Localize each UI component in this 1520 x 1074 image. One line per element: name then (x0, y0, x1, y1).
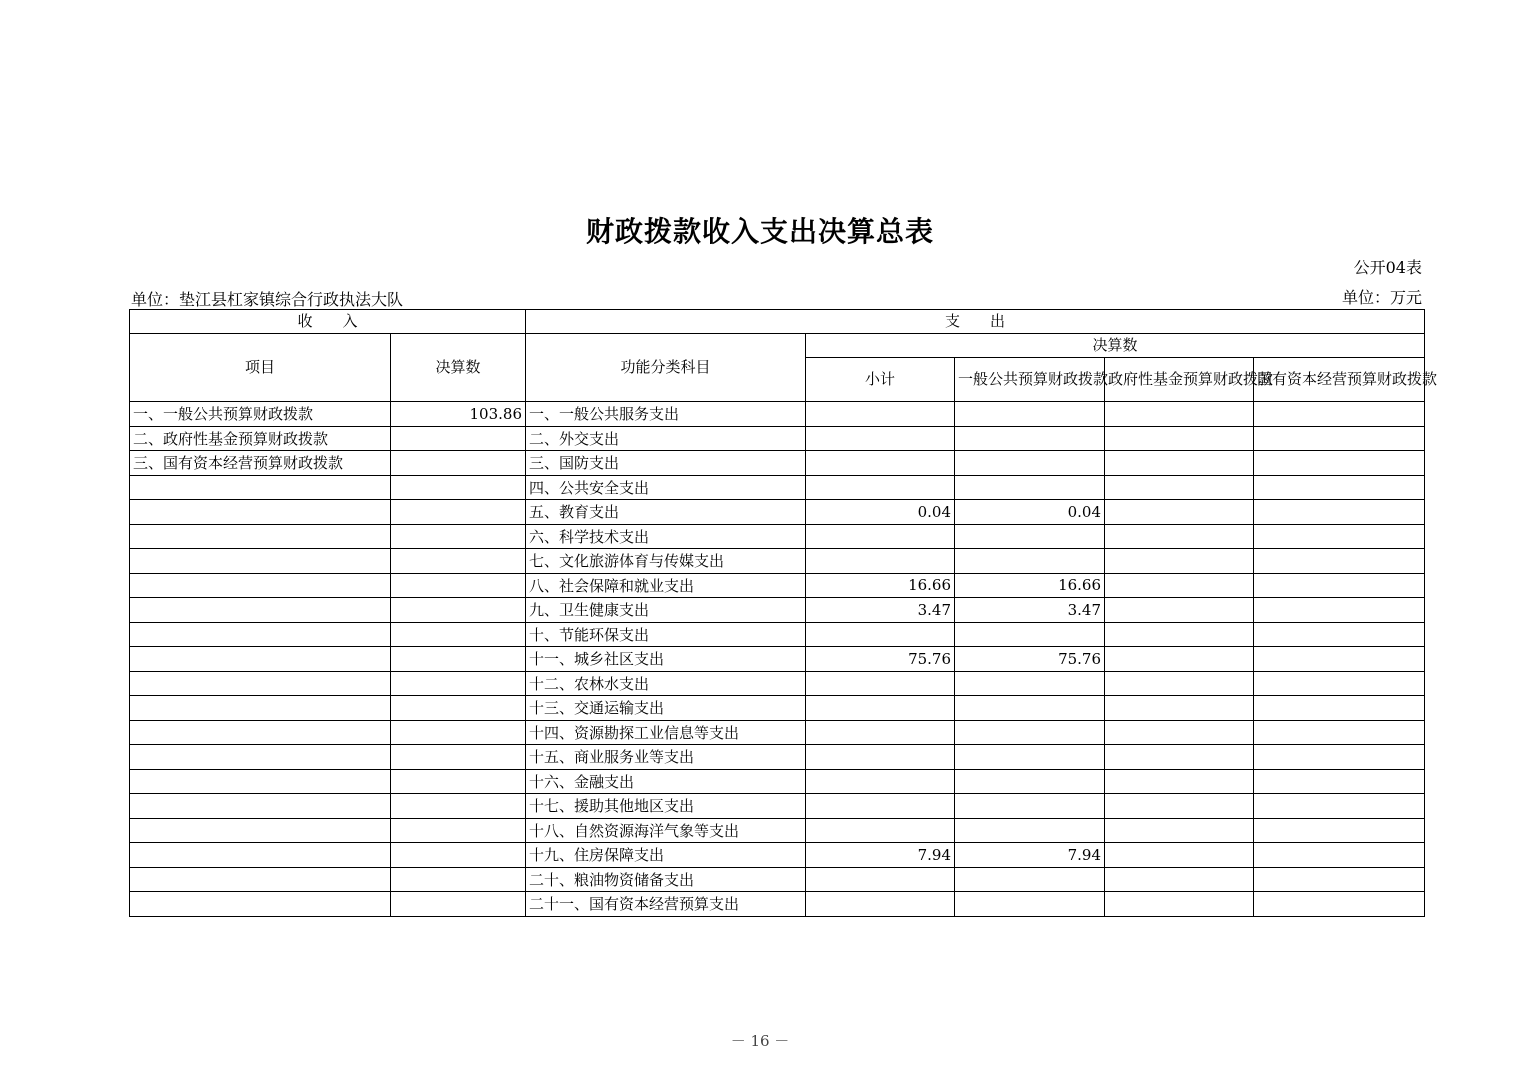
income-item-cell: 一、一般公共预算财政拨款 (130, 402, 391, 427)
table-row (130, 720, 1425, 745)
fund-budget-cell (1105, 573, 1254, 598)
general-budget-cell (955, 549, 1105, 574)
general-budget-cell: 75.76 (955, 647, 1105, 672)
subtotal-cell (806, 426, 955, 451)
category-cell: 十一、城乡社区支出 (526, 647, 806, 672)
subtotal-cell (806, 892, 955, 917)
state-capital-cell (1254, 475, 1425, 500)
fund-budget-cell (1105, 426, 1254, 451)
category-cell: 十、节能环保支出 (526, 622, 806, 647)
category-cell: 十七、援助其他地区支出 (526, 794, 806, 819)
table-row (130, 549, 1425, 574)
income-amount-cell: 103.86 (391, 402, 526, 427)
general-budget-cell (955, 696, 1105, 721)
table-row (130, 426, 1425, 451)
state-capital-cell (1254, 843, 1425, 868)
income-item-cell: 三、国有资本经营预算财政拨款 (130, 451, 391, 476)
category-cell: 十九、住房保障支出 (526, 843, 806, 868)
income-item-cell (130, 769, 391, 794)
general-budget-cell: 7.94 (955, 843, 1105, 868)
fund-budget-cell (1105, 475, 1254, 500)
category-cell: 二、外交支出 (526, 426, 806, 451)
category-cell: 五、教育支出 (526, 500, 806, 525)
general-budget-cell (955, 475, 1105, 500)
table-row (130, 475, 1425, 500)
income-amount-cell (391, 696, 526, 721)
income-item-cell (130, 647, 391, 672)
budget-table (129, 309, 1438, 917)
general-budget-cell (955, 524, 1105, 549)
state-capital-cell (1254, 402, 1425, 427)
fund-budget-cell (1105, 843, 1254, 868)
income-item-cell (130, 573, 391, 598)
category-cell: 十三、交通运输支出 (526, 696, 806, 721)
table-row (130, 647, 1425, 672)
final-group-header: 决算数 (806, 334, 1425, 358)
func-category-header: 功能分类科目 (526, 334, 806, 402)
fund-budget-cell (1105, 622, 1254, 647)
income-amount-cell (391, 426, 526, 451)
table-body (130, 402, 1425, 917)
state-capital-cell (1254, 867, 1425, 892)
subtotal-cell (806, 671, 955, 696)
subtotal-cell (806, 745, 955, 770)
state-capital-cell (1254, 622, 1425, 647)
unit-currency: 单位：万元 (1341, 288, 1422, 307)
table-row (130, 794, 1425, 819)
income-item-cell (130, 696, 391, 721)
fund-budget-cell (1105, 794, 1254, 819)
income-item-cell (130, 867, 391, 892)
state-capital-cell (1254, 671, 1425, 696)
fund-budget-cell (1105, 524, 1254, 549)
category-cell: 八、社会保障和就业支出 (526, 573, 806, 598)
item-header: 项目 (130, 334, 391, 402)
fund-budget-cell (1105, 451, 1254, 476)
state-capital-cell (1254, 794, 1425, 819)
category-cell: 六、科学技术支出 (526, 524, 806, 549)
fund-budget-cell (1105, 892, 1254, 917)
income-amount-cell (391, 647, 526, 672)
fund-budget-cell (1105, 867, 1254, 892)
page-number: － 16 － (730, 1032, 790, 1050)
income-amount-cell (391, 843, 526, 868)
income-amount-cell (391, 794, 526, 819)
general-budget-cell (955, 402, 1105, 427)
income-amount-cell (391, 745, 526, 770)
subtotal-header: 小计 (806, 358, 955, 402)
fund-budget-cell (1105, 598, 1254, 623)
expense-header: 支 出 (526, 310, 1425, 334)
category-cell: 十五、商业服务业等支出 (526, 745, 806, 770)
state-capital-cell (1254, 647, 1425, 672)
subtotal-cell (806, 720, 955, 745)
table-row (130, 892, 1425, 917)
general-budget-cell (955, 426, 1105, 451)
final-amount-header: 决算数 (391, 334, 526, 402)
fund-budget-cell (1105, 818, 1254, 843)
subtotal-cell (806, 622, 955, 647)
table-row (130, 500, 1425, 525)
state-capital-cell (1254, 745, 1425, 770)
general-budget-header: 一般公共预算财政拨款 (955, 358, 1105, 402)
category-cell: 十八、自然资源海洋气象等支出 (526, 818, 806, 843)
income-item-cell (130, 818, 391, 843)
income-amount-cell (391, 475, 526, 500)
income-amount-cell (391, 500, 526, 525)
general-budget-cell (955, 451, 1105, 476)
unit-organization: 单位：垫江县杠家镇综合行政执法大队 (131, 290, 404, 309)
category-cell: 四、公共安全支出 (526, 475, 806, 500)
table-row (130, 622, 1425, 647)
income-item-cell (130, 892, 391, 917)
state-capital-cell (1254, 720, 1425, 745)
general-budget-cell: 0.04 (955, 500, 1105, 525)
income-item-cell (130, 500, 391, 525)
table-row (130, 769, 1425, 794)
subtotal-cell (806, 867, 955, 892)
table-row (130, 451, 1425, 476)
state-capital-cell (1254, 451, 1425, 476)
table-row (130, 867, 1425, 892)
form-number: 公开04表 (1353, 258, 1422, 277)
fund-budget-cell (1105, 402, 1254, 427)
category-cell: 九、卫生健康支出 (526, 598, 806, 623)
subtotal-cell (806, 451, 955, 476)
income-item-cell (130, 794, 391, 819)
general-budget-cell (955, 892, 1105, 917)
table-row (130, 671, 1425, 696)
general-budget-cell (955, 867, 1105, 892)
category-cell: 十四、资源勘探工业信息等支出 (526, 720, 806, 745)
state-capital-cell (1254, 500, 1425, 525)
table-row (130, 598, 1425, 623)
category-cell: 十六、金融支出 (526, 769, 806, 794)
income-amount-cell (391, 720, 526, 745)
subtotal-cell: 3.47 (806, 598, 955, 623)
fund-budget-header: 政府性基金预算财政拨款 (1105, 358, 1254, 402)
table-row (130, 818, 1425, 843)
state-capital-cell (1254, 549, 1425, 574)
income-item-cell: 二、政府性基金预算财政拨款 (130, 426, 391, 451)
table-row (130, 745, 1425, 770)
state-capital-cell (1254, 696, 1425, 721)
income-item-cell (130, 524, 391, 549)
general-budget-cell (955, 769, 1105, 794)
subtotal-cell (806, 524, 955, 549)
subtotal-cell: 75.76 (806, 647, 955, 672)
state-capital-cell (1254, 573, 1425, 598)
fund-budget-cell (1105, 720, 1254, 745)
table-row (130, 696, 1425, 721)
fund-budget-cell (1105, 696, 1254, 721)
fund-budget-cell (1105, 500, 1254, 525)
income-amount-cell (391, 622, 526, 647)
general-budget-cell: 16.66 (955, 573, 1105, 598)
income-item-cell (130, 598, 391, 623)
category-cell: 一、一般公共服务支出 (526, 402, 806, 427)
subtotal-cell (806, 769, 955, 794)
state-capital-header: 国有资本经营预算财政拨款 (1254, 358, 1425, 402)
table-row (130, 843, 1425, 868)
income-item-cell (130, 622, 391, 647)
state-capital-cell (1254, 426, 1425, 451)
general-budget-cell: 3.47 (955, 598, 1105, 623)
income-amount-cell (391, 524, 526, 549)
fund-budget-cell (1105, 769, 1254, 794)
table-row (130, 573, 1425, 598)
category-cell: 三、国防支出 (526, 451, 806, 476)
income-amount-cell (391, 867, 526, 892)
income-item-cell (130, 549, 391, 574)
income-amount-cell (391, 598, 526, 623)
income-item-cell (130, 745, 391, 770)
income-amount-cell (391, 549, 526, 574)
state-capital-cell (1254, 892, 1425, 917)
general-budget-cell (955, 745, 1105, 770)
table-row (130, 402, 1425, 427)
state-capital-cell (1254, 769, 1425, 794)
income-amount-cell (391, 573, 526, 598)
income-item-cell (130, 475, 391, 500)
fund-budget-cell (1105, 647, 1254, 672)
table-row (130, 524, 1425, 549)
subtotal-cell (806, 818, 955, 843)
income-header: 收 入 (130, 310, 526, 334)
income-amount-cell (391, 769, 526, 794)
subtotal-cell (806, 794, 955, 819)
fund-budget-cell (1105, 671, 1254, 696)
general-budget-cell (955, 622, 1105, 647)
category-cell: 二十一、国有资本经营预算支出 (526, 892, 806, 917)
income-item-cell (130, 720, 391, 745)
general-budget-cell (955, 794, 1105, 819)
general-budget-cell (955, 720, 1105, 745)
income-amount-cell (391, 671, 526, 696)
general-budget-cell (955, 818, 1105, 843)
subtotal-cell: 16.66 (806, 573, 955, 598)
page-title: 财政拨款收入支出决算总表 (585, 215, 934, 248)
income-amount-cell (391, 818, 526, 843)
subtotal-cell (806, 549, 955, 574)
subtotal-cell (806, 402, 955, 427)
income-amount-cell (391, 892, 526, 917)
category-cell: 十二、农林水支出 (526, 671, 806, 696)
subtotal-cell (806, 696, 955, 721)
income-item-cell (130, 843, 391, 868)
subtotal-cell (806, 475, 955, 500)
category-cell: 七、文化旅游体育与传媒支出 (526, 549, 806, 574)
state-capital-cell (1254, 598, 1425, 623)
general-budget-cell (955, 671, 1105, 696)
fund-budget-cell (1105, 549, 1254, 574)
state-capital-cell (1254, 524, 1425, 549)
income-amount-cell (391, 451, 526, 476)
state-capital-cell (1254, 818, 1425, 843)
income-item-cell (130, 671, 391, 696)
subtotal-cell: 7.94 (806, 843, 955, 868)
category-cell: 二十、粮油物资储备支出 (526, 867, 806, 892)
subtotal-cell: 0.04 (806, 500, 955, 525)
fund-budget-cell (1105, 745, 1254, 770)
